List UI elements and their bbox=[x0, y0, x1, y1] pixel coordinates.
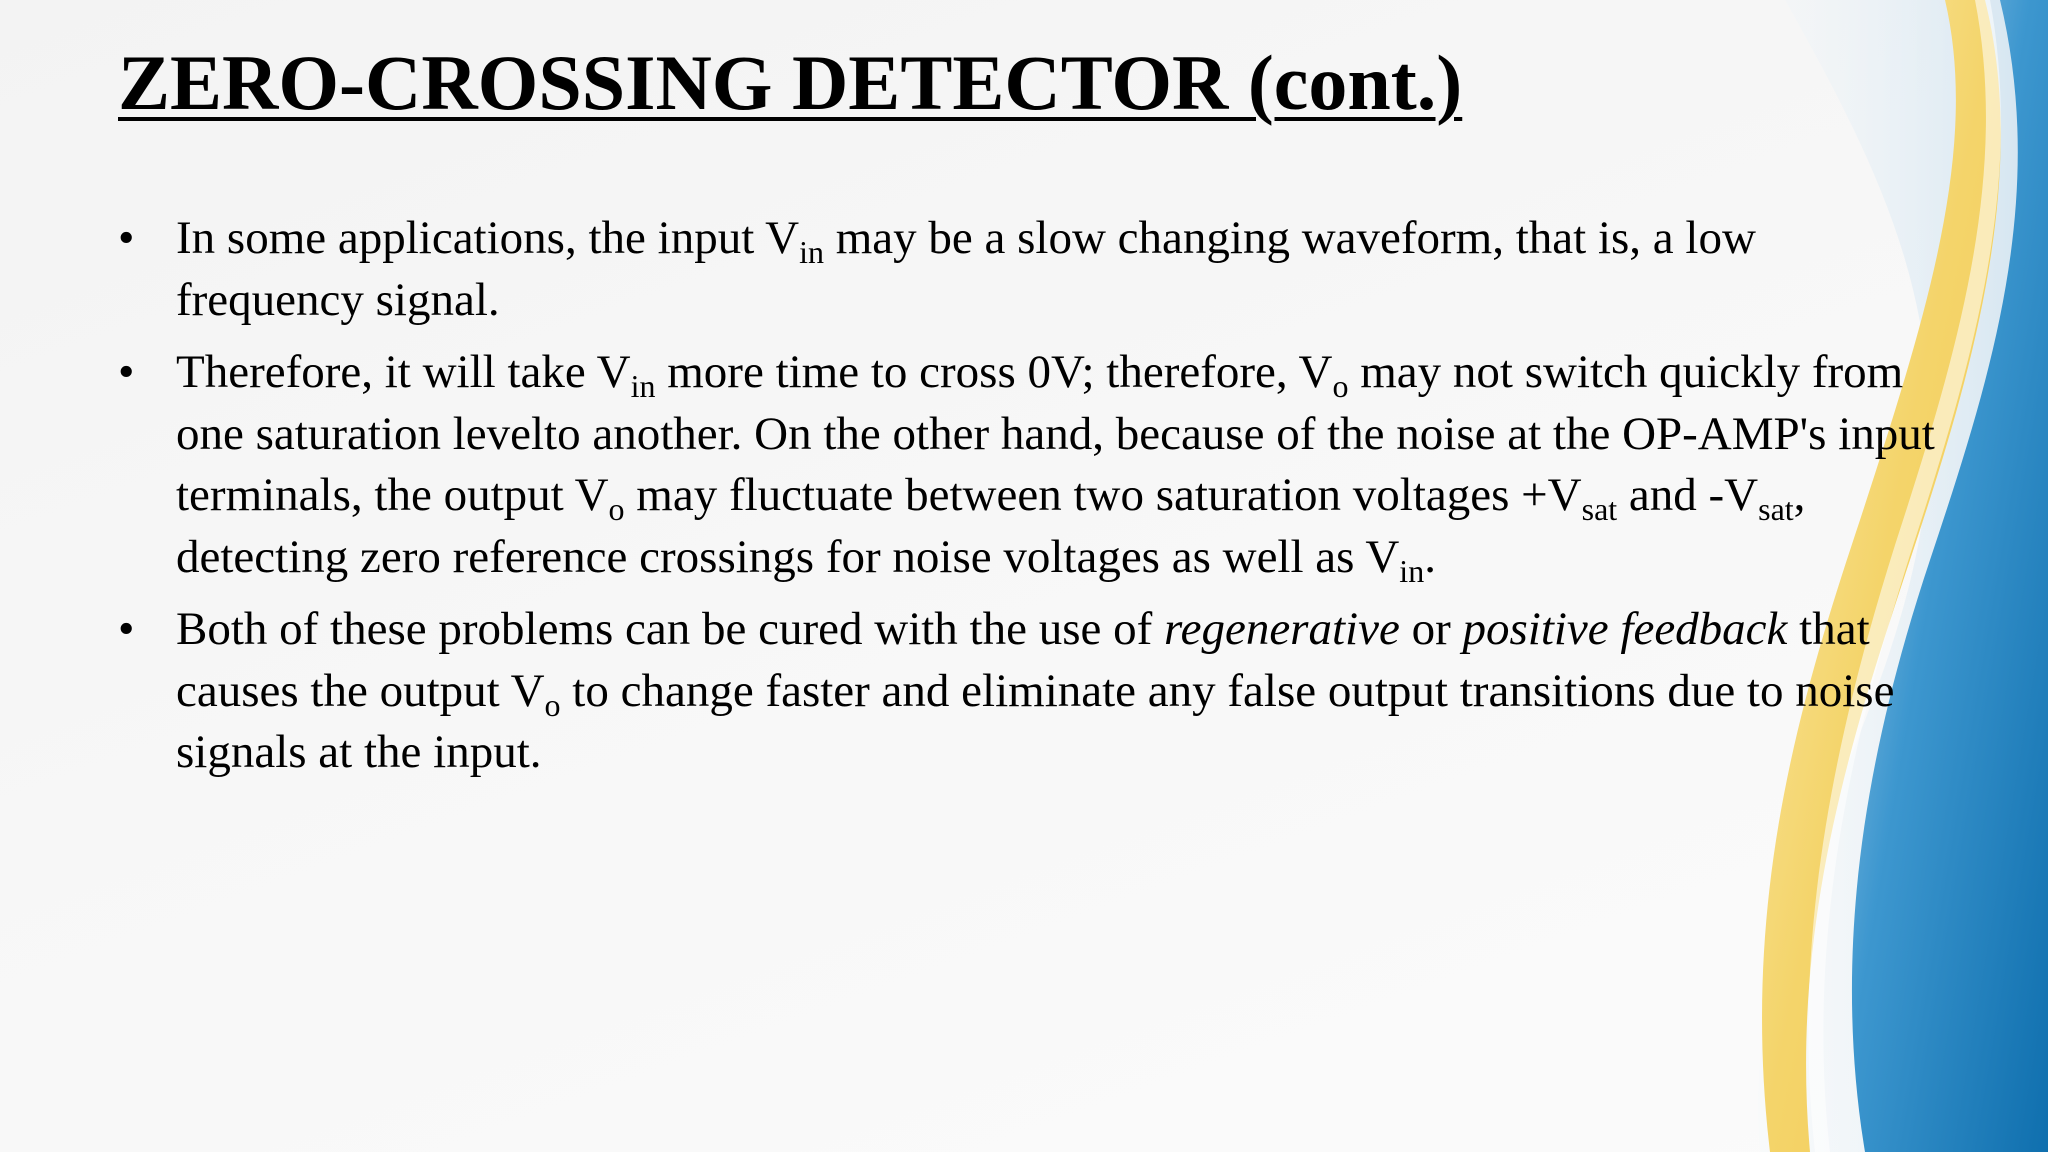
bullet-marker: • bbox=[118, 603, 135, 655]
bullet-item-positive-feedback bbox=[118, 599, 1938, 784]
bullet-marker: • bbox=[118, 346, 135, 398]
bullet-item-noise-fluctuation bbox=[118, 342, 1938, 588]
term-positive-feedback: positive feedback bbox=[1462, 603, 1788, 655]
term-regenerative: regenerative bbox=[1164, 603, 1400, 655]
slide-title: ZERO-CROSSING DETECTOR (cont.) bbox=[118, 39, 1463, 126]
bullet-text: In some applications, the input $V_{in}$ may be a slow changing waveform, that is, a low frequency signal. bbox=[176, 212, 1756, 326]
bullet-item-slow-waveform bbox=[118, 208, 1938, 331]
bullet-text: Therefore, it will take $V_{in}$ more time to cross 0V; therefore, $V_o$ may not switch quickly from one saturation levelto another. On the other hand, because of the noise at the OP-AMP's input terminals, the output $V_o$ may fluctuate between two saturation voltages $+V_{sat}$ and $-V_{sat}$, detecting zero reference crossings for noise voltages as well as $V_{in}$. bbox=[176, 346, 1935, 589]
bullet-text: Both of these problems can be cured with the use of regenerative or positive feedback that causes the output $V_o$ to change faster and eliminate any false output transitions due to noise signals at the input. bbox=[176, 603, 1895, 778]
bullet-list bbox=[118, 208, 1938, 795]
bullet-marker: • bbox=[118, 212, 135, 264]
